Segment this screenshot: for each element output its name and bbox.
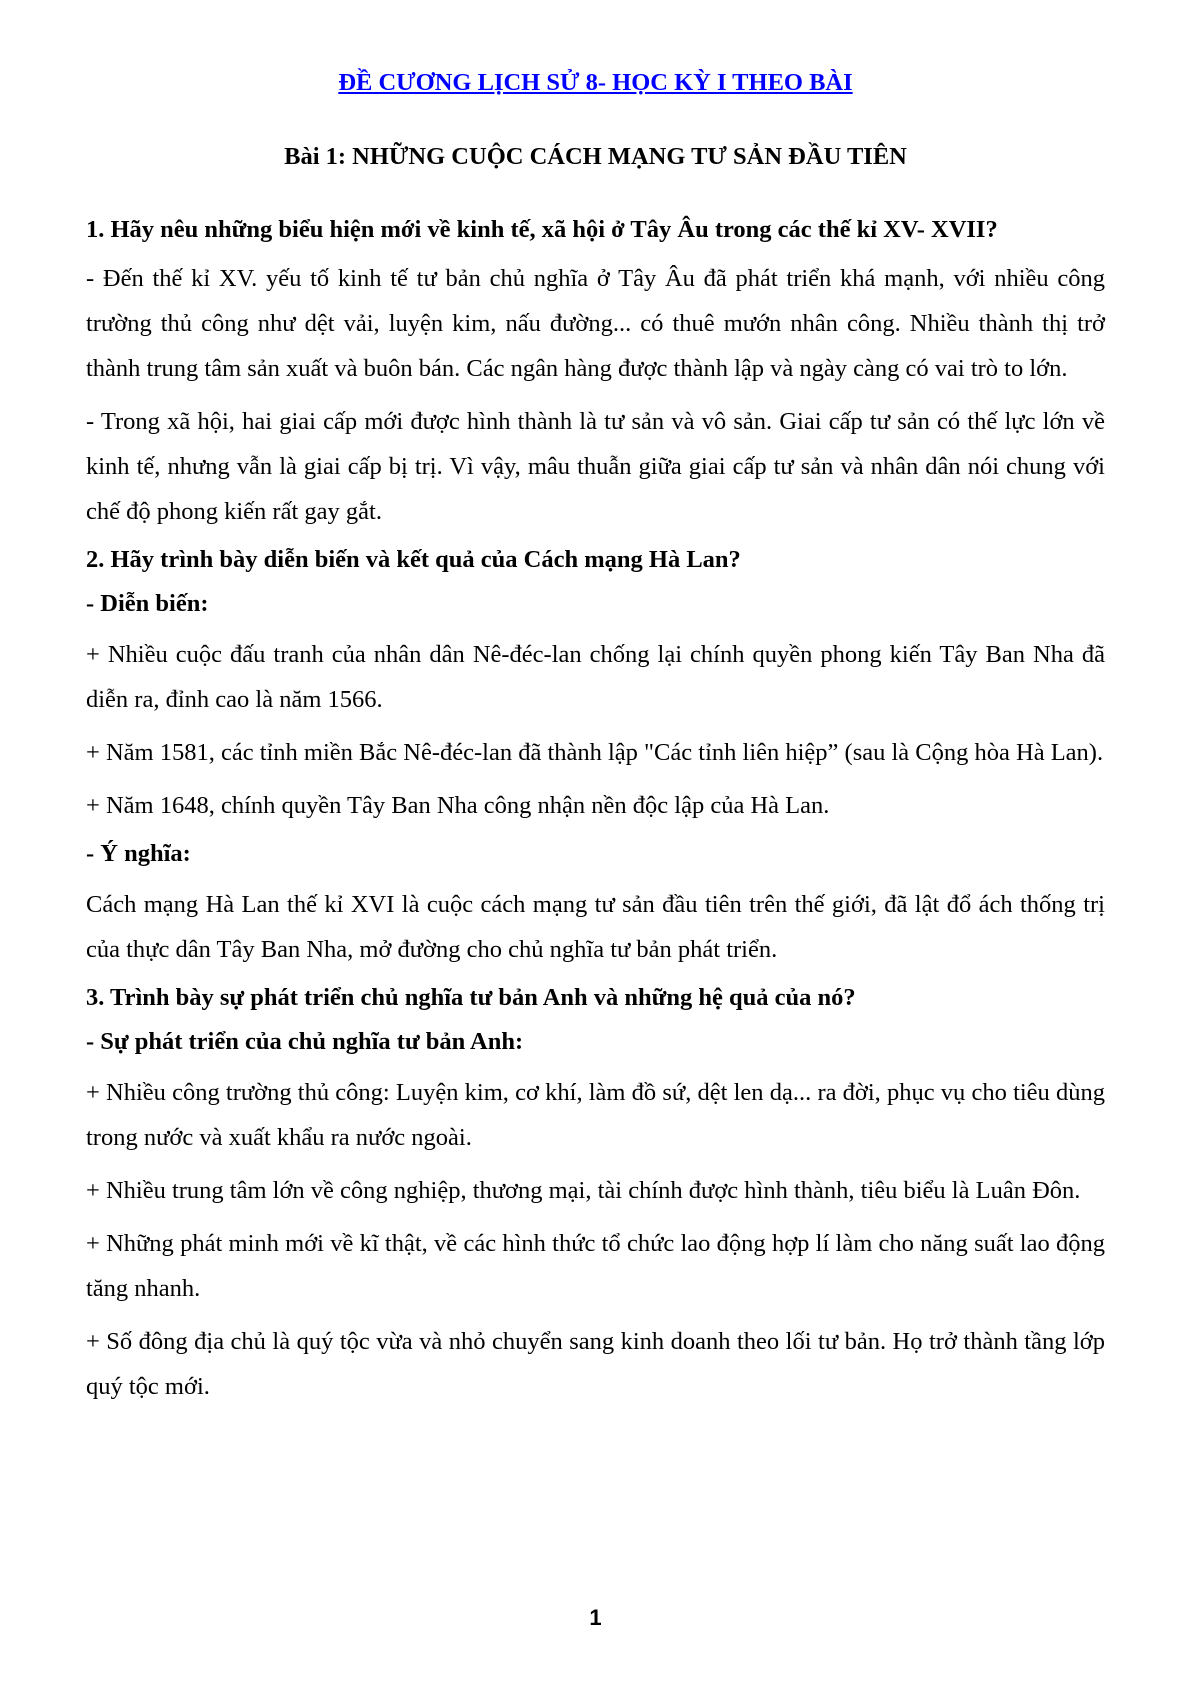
q2-paragraph-4: Cách mạng Hà Lan thế kỉ XVI là cuộc cách mạng tư sản đầu tiên trên thế giới, đã lật đổ ách thống trị của thực dân Tây Ban Nha, mở đường cho chủ nghĩa tư bản phát triển. bbox=[86, 891, 1105, 963]
question-1: 1. Hãy nêu những biểu hiện mới về kinh tế, xã hội ở Tây Âu trong các thế kỉ XV- XVII? bbox=[86, 216, 998, 243]
document-title[interactable]: ĐỀ CƯƠNG LỊCH SỬ 8- HỌC KỲ I THEO BÀI bbox=[338, 69, 853, 96]
question-3: 3. Trình bày sự phát triển chủ nghĩa tư bản Anh và những hệ quả của nó? bbox=[86, 984, 856, 1011]
document-body bbox=[86, 212, 1105, 1417]
q2-subheading-dien-bien: - Diễn biến: bbox=[86, 590, 209, 617]
q3-paragraph-3: + Những phát minh mới về kĩ thật, về các hình thức tổ chức lao động hợp lí làm cho năng suất lao động tăng nhanh. bbox=[86, 1230, 1105, 1302]
q3-paragraph-4: + Số đông địa chủ là quý tộc vừa và nhỏ chuyển sang kinh doanh theo lối tư bản. Họ trở thành tầng lớp quý tộc mới. bbox=[86, 1328, 1105, 1400]
question-2: 2. Hãy trình bày diễn biến và kết quả của Cách mạng Hà Lan? bbox=[86, 546, 741, 573]
q1-paragraph-2: - Trong xã hội, hai giai cấp mới được hình thành là tư sản và vô sản. Giai cấp tư sản có thế lực lớn về kinh tế, nhưng vẫn là giai cấp bị trị. Vì vậy, mâu thuẫn giữa giai cấp tư sản và nhân dân nói chung với chế độ phong kiến rất gay gắt. bbox=[86, 408, 1105, 525]
page-number: 1 bbox=[589, 1605, 602, 1630]
q3-paragraph-1: + Nhiều công trường thủ công: Luyện kim, cơ khí, làm đồ sứ, dệt len dạ... ra đời, phục vụ cho tiêu dùng trong nước và xuất khẩu ra nước ngoài. bbox=[86, 1079, 1105, 1151]
q3-subheading-phat-trien: - Sự phát triển của chủ nghĩa tư bản Anh: bbox=[86, 1028, 524, 1055]
lesson-heading: Bài 1: NHỮNG CUỘC CÁCH MẠNG TƯ SẢN ĐẦU TIÊN bbox=[284, 143, 907, 170]
q1-paragraph-1: - Đến thế kỉ XV. yếu tố kinh tế tư bản chủ nghĩa ở Tây Âu đã phát triển khá mạnh, với nhiều công trường thủ công như dệt vải, luyện kim, nấu đường... có thuê mướn nhân công. Nhiều thành thị trở thành trung tâm sản xuất và buôn bán. Các ngân hàng được thành lập và ngày càng có vai trò to lớn. bbox=[86, 265, 1105, 382]
q2-paragraph-2: + Năm 1581, các tỉnh miền Bắc Nê-đéc-lan đã thành lập "Các tỉnh liên hiệp” (sau là Cộng hòa Hà Lan). bbox=[86, 739, 1104, 766]
q3-paragraph-2: + Nhiều trung tâm lớn về công nghiệp, thương mại, tài chính được hình thành, tiêu biểu là Luân Đôn. bbox=[86, 1177, 1081, 1204]
q2-subheading-y-nghia: - Ý nghĩa: bbox=[86, 840, 191, 867]
q2-paragraph-1: + Nhiều cuộc đấu tranh của nhân dân Nê-đéc-lan chống lại chính quyền phong kiến Tây Ban Nha đã diễn ra, đỉnh cao là năm 1566. bbox=[86, 641, 1105, 713]
q2-paragraph-3: + Năm 1648, chính quyền Tây Ban Nha công nhận nền độc lập của Hà Lan. bbox=[86, 792, 830, 819]
